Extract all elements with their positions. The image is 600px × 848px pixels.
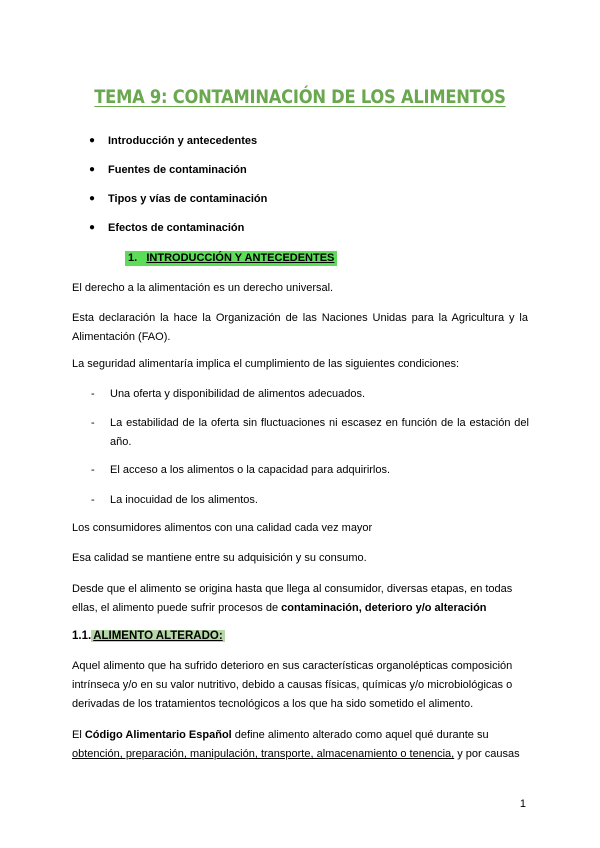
dash-icon: - <box>91 464 95 476</box>
paragraph: El Código Alimentario Español define alimento alterado como aquel qué durante su obtención, preparación, manipulación, transporte, almacenamiento o tenencia, y por causas <box>72 729 520 760</box>
topic-item: ● Fuentes de contaminación <box>89 164 247 176</box>
topic-list <box>89 133 267 249</box>
page-number: 1 <box>519 798 526 810</box>
list-item: - Una oferta y disponibilidad de alimentos adecuados. <box>91 385 529 404</box>
bullet-icon: ● <box>89 222 96 233</box>
paragraph: La seguridad alimentaría implica el cumplimiento de las siguientes condiciones: <box>72 358 460 370</box>
bullet-icon: ● <box>89 193 96 204</box>
document-title: TEMA 9: CONTAMINACIÓN DE LOS ALIMENTOS <box>94 86 506 108</box>
section-heading: 1. INTRODUCCIÓN Y ANTECEDENTES <box>125 251 337 266</box>
dash-icon: - <box>91 494 95 506</box>
list-item: - El acceso a los alimentos o la capacidad para adquirirlos. <box>91 461 529 480</box>
topic-item: ● Efectos de contaminación <box>89 222 245 234</box>
subsection-heading: 1.1. ALIMENTO ALTERADO: <box>72 630 223 642</box>
bullet-icon: ● <box>89 135 96 146</box>
paragraph: Aquel alimento que ha sufrido deterioro en sus características organolépticas composición intrínseca y/o en su valor nutritivo, debido a causas físicas, químicas y/o microbiológicas o derivadas de los tratamientos tecnológicos a los que ha sido sometido el alimento. <box>72 660 513 710</box>
list-item: - La estabilidad de la oferta sin fluctuaciones ni escasez en función de la estación del año. <box>91 414 529 452</box>
dash-icon: - <box>91 388 95 400</box>
bullet-icon: ● <box>89 164 96 175</box>
topic-item: ● Introducción y antecedentes <box>89 135 258 147</box>
paragraph: Esta declaración la hace la Organización de las Naciones Unidas para la Agricultura y la Alimentación (FAO). <box>72 312 528 343</box>
paragraph: Esa calidad se mantiene entre su adquisición y su consumo. <box>72 552 367 564</box>
dash-icon: - <box>91 417 95 429</box>
topic-item: ● Tipos y vías de contaminación <box>89 193 268 205</box>
paragraph: Los consumidores alimentos con una calidad cada vez mayor <box>72 522 373 534</box>
paragraph: El derecho a la alimentación es un derecho universal. <box>72 282 334 294</box>
list-item: - La inocuidad de los alimentos. <box>91 491 529 510</box>
paragraph: Desde que el alimento se origina hasta que llega al consumidor, diversas etapas, en todas ellas, el alimento puede sufrir procesos de contaminación, deterioro y/o alteración <box>72 583 513 614</box>
